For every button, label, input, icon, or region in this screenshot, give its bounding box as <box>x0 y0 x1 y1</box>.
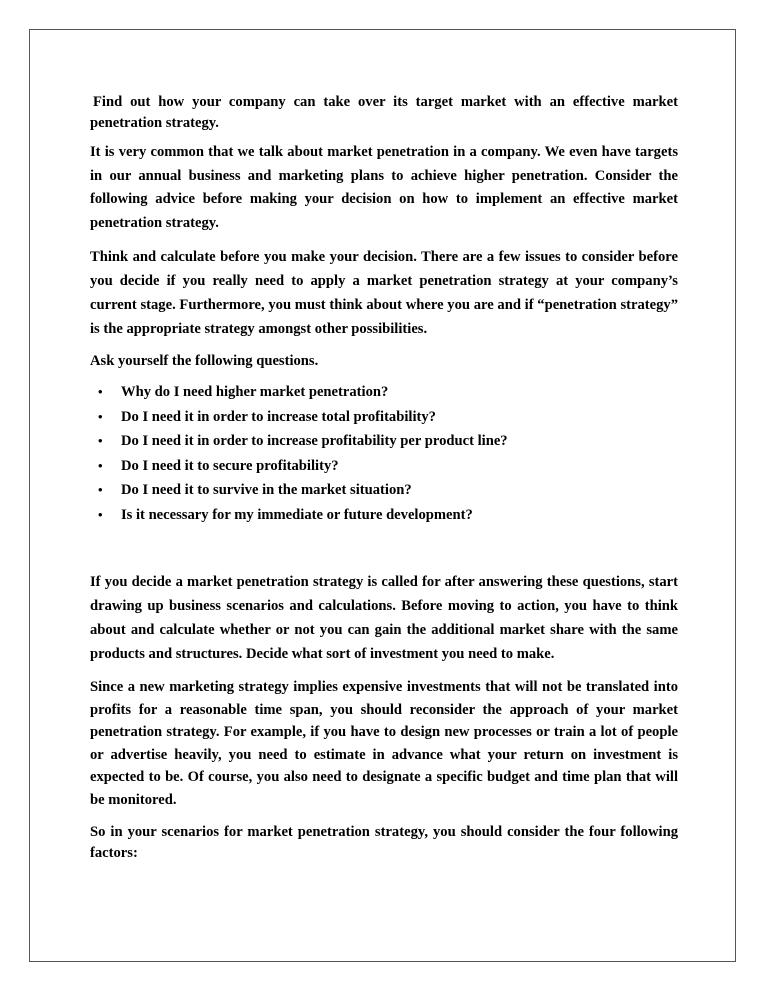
bullet-icon: • <box>98 482 103 497</box>
question-text: Do I need it to survive in the market situation? <box>121 482 412 498</box>
questions-list <box>90 380 678 527</box>
question-text: Do I need it to secure profitability? <box>121 457 339 474</box>
list-item <box>90 478 678 503</box>
paragraph-investments: Since a new marketing strategy implies expensive investments that will not be translated into profits for a reasonable time span, you should reconsider the approach of your market penetration strategy. For example, if you have to design new processes or train a lot of people or advertise heavily, you need to estimate in advance what your return on investment is expected to be. Of course, you also need to designate a specific budget and time plan that will be monitored. <box>90 679 678 808</box>
list-item <box>90 429 678 454</box>
list-item <box>90 405 678 430</box>
question-text: Is it necessary for my immediate or future development? <box>121 506 473 523</box>
paragraph-four-factors: So in your scenarios for market penetration strategy, you should consider the four following factors: <box>90 824 678 861</box>
bullet-icon: • <box>98 433 103 448</box>
list-item <box>90 503 678 528</box>
bullet-icon: • <box>98 506 103 522</box>
paragraph-think-and-calculate: Think and calculate before you make your decision. There are a few issues to consider before you decide if you really need to apply a market penetration strategy at your company’s current stage. Furthermore, you must think about where you are and if “penetration strategy” is the appropriate strategy amongst other possibilities. <box>90 249 678 337</box>
questions-intro: Ask yourself the following questions. <box>90 353 319 369</box>
intro-paragraph: Find out how your company can take over its target market with an effective market penetration strategy. <box>90 94 678 131</box>
list-item <box>90 454 678 479</box>
question-text: Do I need it in order to increase profitability per product line? <box>121 433 508 449</box>
paragraph-market-penetration: It is very common that we talk about market penetration in a company. We even have targets in our annual business and marketing plans to achieve higher penetration. Consider the following advice before making your decision on how to implement an effective market penetration strategy. <box>90 144 678 231</box>
bullet-icon: • <box>98 457 103 473</box>
document-body <box>90 92 678 864</box>
bullet-icon: • <box>98 408 103 424</box>
paragraph-scenarios: If you decide a market penetration strategy is called for after answering these questions, start drawing up business scenarios and calculations. Before moving to action, you have to think about and calculate whether or not you can gain the additional market share with the same products and structures. Decide what sort of investment you need to make. <box>90 574 678 662</box>
bullet-icon: • <box>98 384 103 399</box>
question-text: Do I need it in order to increase total profitability? <box>121 408 436 425</box>
list-item <box>90 380 678 405</box>
question-text: Why do I need higher market penetration? <box>121 384 389 400</box>
